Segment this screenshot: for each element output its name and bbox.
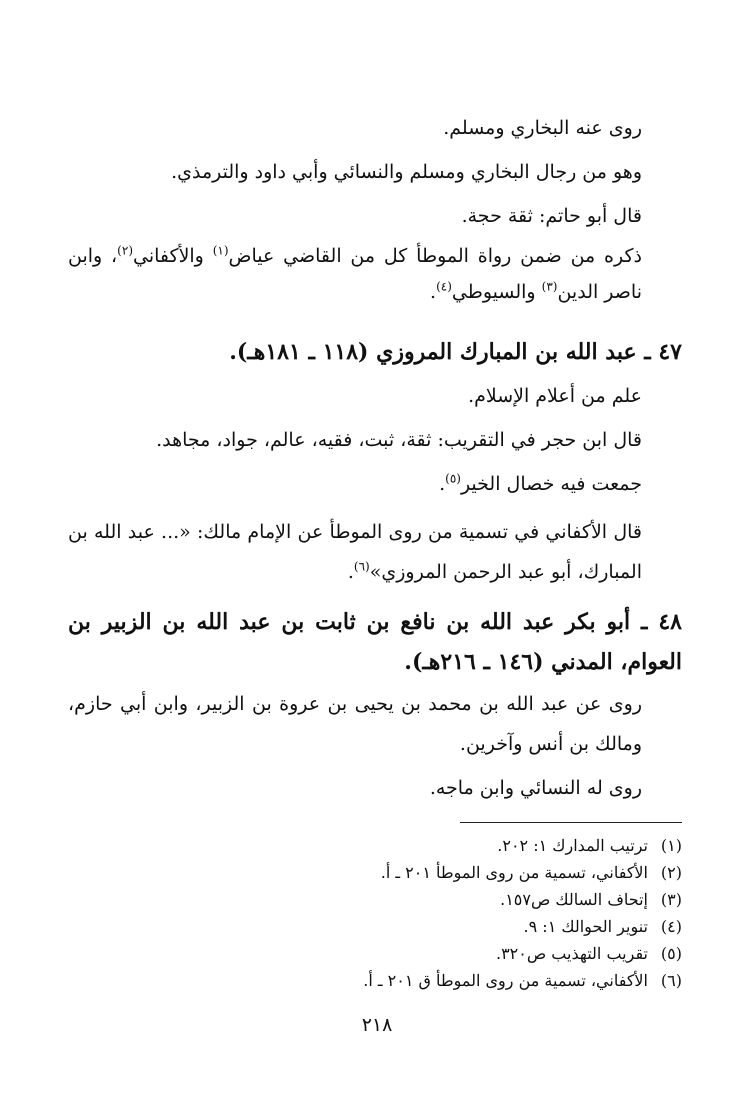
paragraph-text: . [430, 281, 437, 303]
heading-text: ٤٧ ـ عبد الله بن المبارك المروزي (١١٨ ـ ١٨١هـ). [229, 339, 682, 365]
paragraph-narrators-from [68, 106, 642, 150]
paragraph-text: قال أبو حاتم: ثقة حجة. [461, 205, 642, 227]
footnote-number: (٦) [660, 971, 682, 990]
paragraph-text: جمعت فيه خصال الخير [460, 473, 642, 495]
footnote-1 [200, 834, 682, 858]
paragraph-text: والأكفاني [133, 245, 213, 267]
paragraph-text: ، وابن ناصر الدين [68, 245, 642, 303]
paragraph-text: ذكره من ضمن رواة الموطأ كل من القاضي عياض [228, 245, 642, 267]
footnote-ref[interactable]: (٣) [541, 279, 558, 294]
footnote-number: (١) [660, 836, 682, 855]
paragraph-akfani [68, 512, 642, 592]
footnote-text: إتحاف السالك ص١٥٧. [500, 890, 648, 909]
paragraph-text: روى عن عبد الله بن محمد بن يحيى بن عروة بن الزبير، وابن أبي حازم، ومالك بن أنس وآخرين. [68, 693, 642, 755]
paragraph-text: والسيوطي [451, 281, 542, 303]
paragraph-text: روى له النسائي وابن ماجه. [429, 777, 642, 799]
paragraph-narrated-from [68, 684, 642, 764]
footnote-ref[interactable]: (٢) [117, 243, 133, 258]
paragraph-mentioned-by [68, 238, 642, 310]
footnote-number: (٣) [660, 890, 682, 909]
footnote-number: (٢) [660, 863, 682, 882]
footnote-2 [200, 861, 682, 885]
paragraph-scholar [68, 374, 642, 418]
footnote-4 [200, 915, 682, 939]
paragraph-text: علم من أعلام الإسلام. [468, 385, 642, 407]
footnote-number: (٥) [660, 944, 682, 963]
paragraph-text: وهو من رجال البخاري ومسلم والنسائي وأبي داود والترمذي. [171, 161, 642, 183]
paragraph-narrated-by [68, 766, 642, 810]
paragraph-virtues [68, 462, 642, 506]
footnote-text: تقريب التهذيب ص٣٢٠. [495, 944, 648, 963]
footnote-ref[interactable]: (٤) [436, 279, 452, 294]
heading-text: ٤٨ ـ أبو بكر عبد الله بن نافع بن ثابت بن عبد الله بن الزبير بن العوام، المدني (١٤٦ ـ ٢١٦هـ). [68, 609, 682, 675]
footnote-3 [200, 888, 682, 912]
paragraph-ibn-hajar [68, 418, 642, 462]
footnote-ref[interactable]: (١) [212, 243, 229, 258]
footnote-number: (٤) [660, 917, 682, 936]
paragraph-text: . [439, 473, 446, 495]
entry-heading-47 [68, 330, 682, 374]
paragraph-text: قال ابن حجر في التقريب: ثقة، ثبت، فقيه، عالم، جواد، مجاهد. [156, 429, 642, 451]
footnote-text: تنوير الحوالك ١: ٩. [523, 917, 648, 936]
paragraph-men-of [68, 150, 642, 194]
paragraph-text: روى عنه البخاري ومسلم. [443, 117, 642, 139]
page-number: ٢١٨ [361, 1014, 393, 1036]
paragraph-text: قال الأكفاني في تسمية من روى الموطأ عن الإمام مالك: «... عبد الله بن المبارك، أبو عبد الرحمن المروزي» [68, 521, 642, 583]
paragraph-text: . [347, 561, 354, 583]
footnote-text: ترتيب المدارك ١: ٢٠٢. [497, 836, 648, 855]
footnote-6 [200, 969, 682, 993]
footnote-text: الأكفاني، تسمية من روى الموطأ ٢٠١ ـ أ. [380, 863, 648, 882]
paragraph-abu-hatim [68, 194, 642, 238]
footnote-text: الأكفاني، تسمية من روى الموطأ ق ٢٠١ ـ أ. [363, 971, 648, 990]
entry-heading-48 [68, 602, 682, 682]
footnote-separator [460, 822, 682, 823]
footnote-ref[interactable]: (٥) [445, 471, 461, 486]
footnote-5 [200, 942, 682, 966]
footnote-ref[interactable]: (٦) [353, 559, 370, 574]
